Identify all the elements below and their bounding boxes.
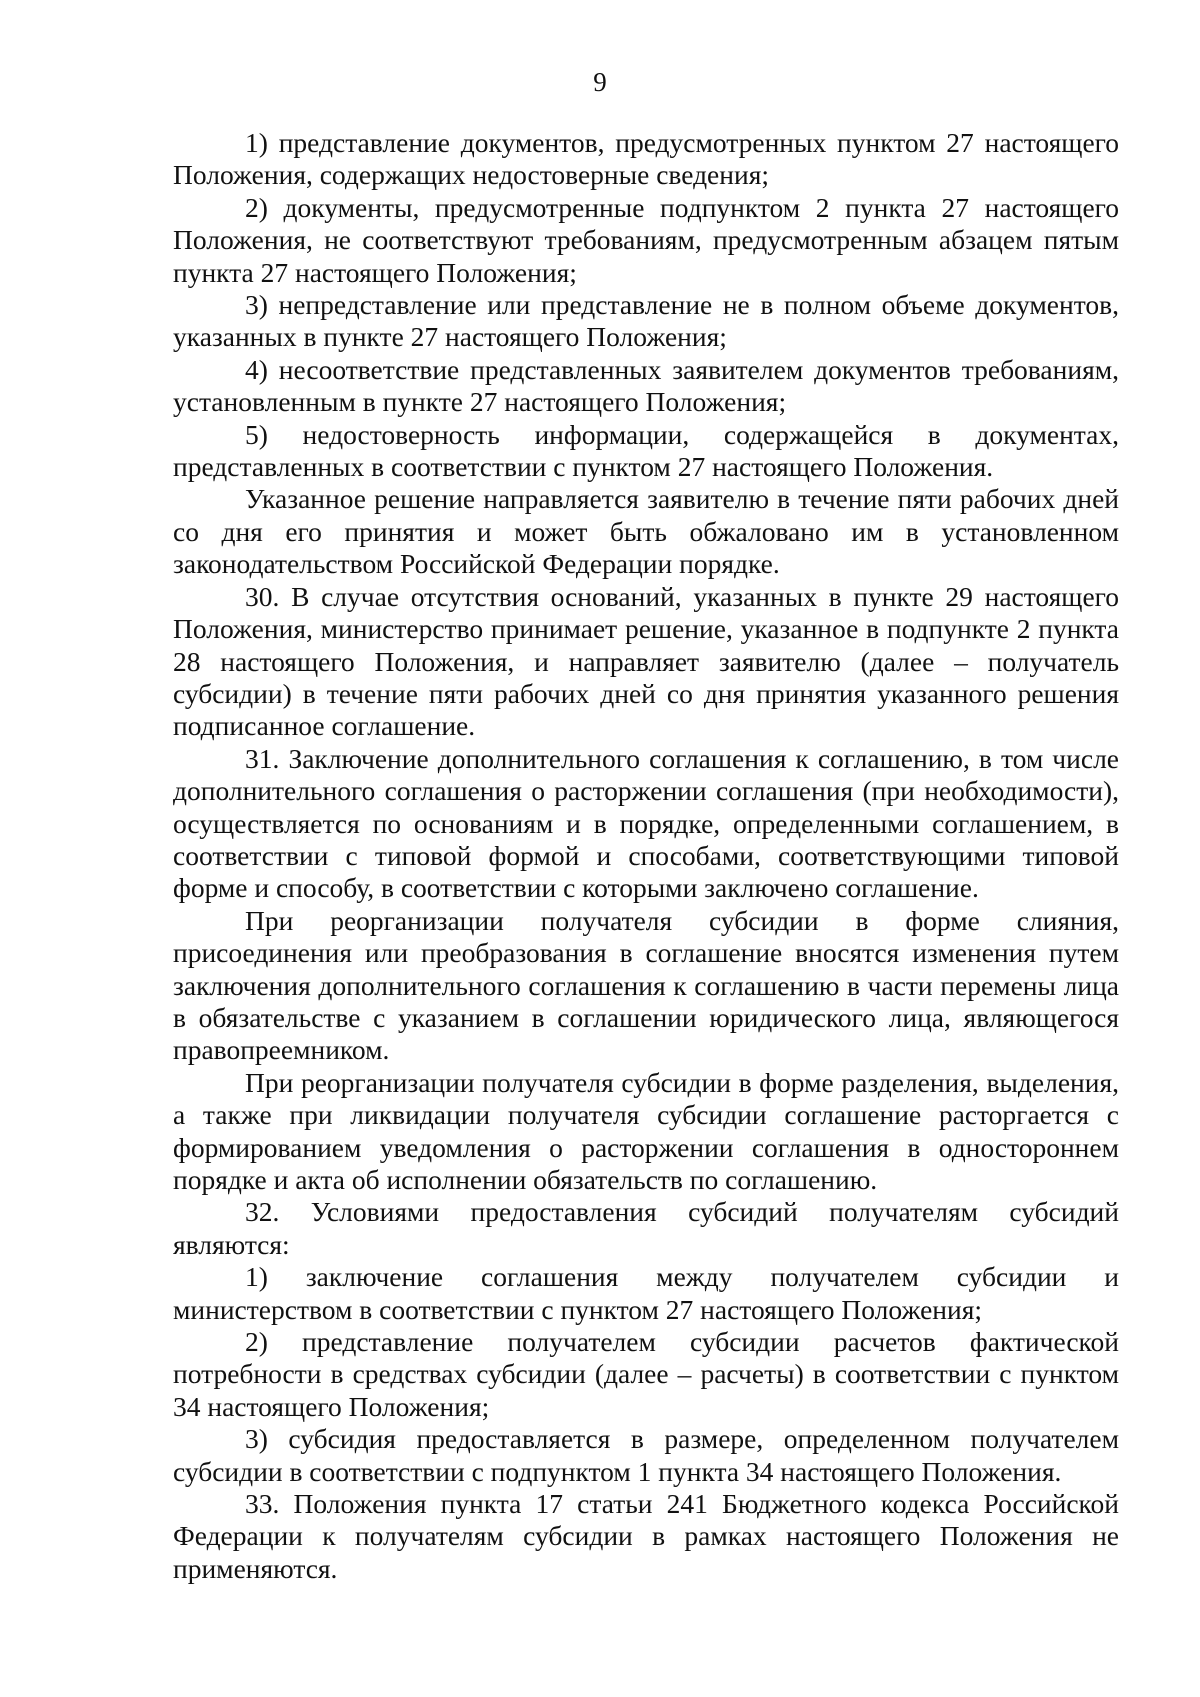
paragraph-30: 30. В случае отсутствия оснований, указанных в пункте 29 настоящего Положения, министерство принимает решение, указанное в подпункте 2 пункта 28 настоящего Положения, и направляет заявителю (далее – получатель субсидии) в течение пяти рабочих дней со дня принятия указанного решения подписанное соглашение. <box>173 580 1119 742</box>
paragraph-33: 33. Положения пункта 17 статьи 241 Бюджетного кодекса Российской Федерации к получателям субсидии в рамках настоящего Положения не применяются. <box>173 1488 1119 1584</box>
paragraph-1: 1) представление документов, предусмотренных пунктом 27 настоящего Положения, содержащих недостоверные сведения; <box>173 127 1119 191</box>
paragraph-reorganization-merger: При реорганизации получателя субсидии в форме слияния, присоединения или преобразования в соглашение вносятся изменения путем заключения дополнительного соглашения к соглашению в части перемены лица в обязательстве с указанием в соглашении юридического лица, являющегося правопреемником. <box>173 904 1119 1066</box>
paragraph-decision-notice: Указанное решение направляется заявителю в течение пяти рабочих дней со дня его принятия и может быть обжаловано им в установленном законодательством Российской Федерации порядке. <box>173 483 1119 580</box>
paragraph-32: 32. Условиями предоставления субсидий получателям субсидий являются: <box>173 1196 1119 1260</box>
paragraph-31: 31. Заключение дополнительного соглашения к соглашению, в том числе дополнительного соглашения о расторжении соглашения (при необходимости), осуществляется по основаниям и в порядке, определенными соглашением, в соответствии с типовой формой и способами, соответствующими типовой форме и способу, в соответствии с которыми заключено соглашение. <box>173 742 1119 904</box>
paragraph-reorganization-division: При реорганизации получателя субсидии в форме разделения, выделения, а также при ликвидации получателя субсидии соглашение расторгается с формированием уведомления о расторжении соглашения в одностороннем порядке и акта об исполнении обязательств по соглашению. <box>173 1066 1119 1195</box>
paragraph-3: 3) непредставление или представление не в полном объеме документов, указанных в пункте 27 настоящего Положения; <box>173 289 1119 353</box>
paragraph-32-item-2: 2) представление получателем субсидии расчетов фактической потребности в средствах субсидии (далее – расчеты) в соответствии с пунктом 34 настоящего Положения; <box>173 1326 1119 1422</box>
paragraph-5: 5) недостоверность информации, содержащейся в документах, представленных в соответствии с пунктом 27 настоящего Положения. <box>173 418 1119 483</box>
paragraph-32-item-1: 1) заключение соглашения между получателем субсидии и министерством в соответствии с пунктом 27 настоящего Положения; <box>173 1261 1119 1325</box>
page-number: 9 <box>593 67 607 97</box>
paragraph-2: 2) документы, предусмотренные подпунктом 2 пункта 27 настоящего Положения, не соответствуют требованиям, предусмотренным абзацем пятым пункта 27 настоящего Положения; <box>173 191 1119 288</box>
paragraph-32-item-3: 3) субсидия предоставляется в размере, определенном получателем субсидии в соответствии с подпунктом 1 пункта 34 настоящего Положения. <box>173 1423 1119 1487</box>
paragraph-4: 4) несоответствие представленных заявителем документов требованиям, установленным в пункте 27 настоящего Положения; <box>173 353 1119 418</box>
document-body <box>173 127 1119 1585</box>
